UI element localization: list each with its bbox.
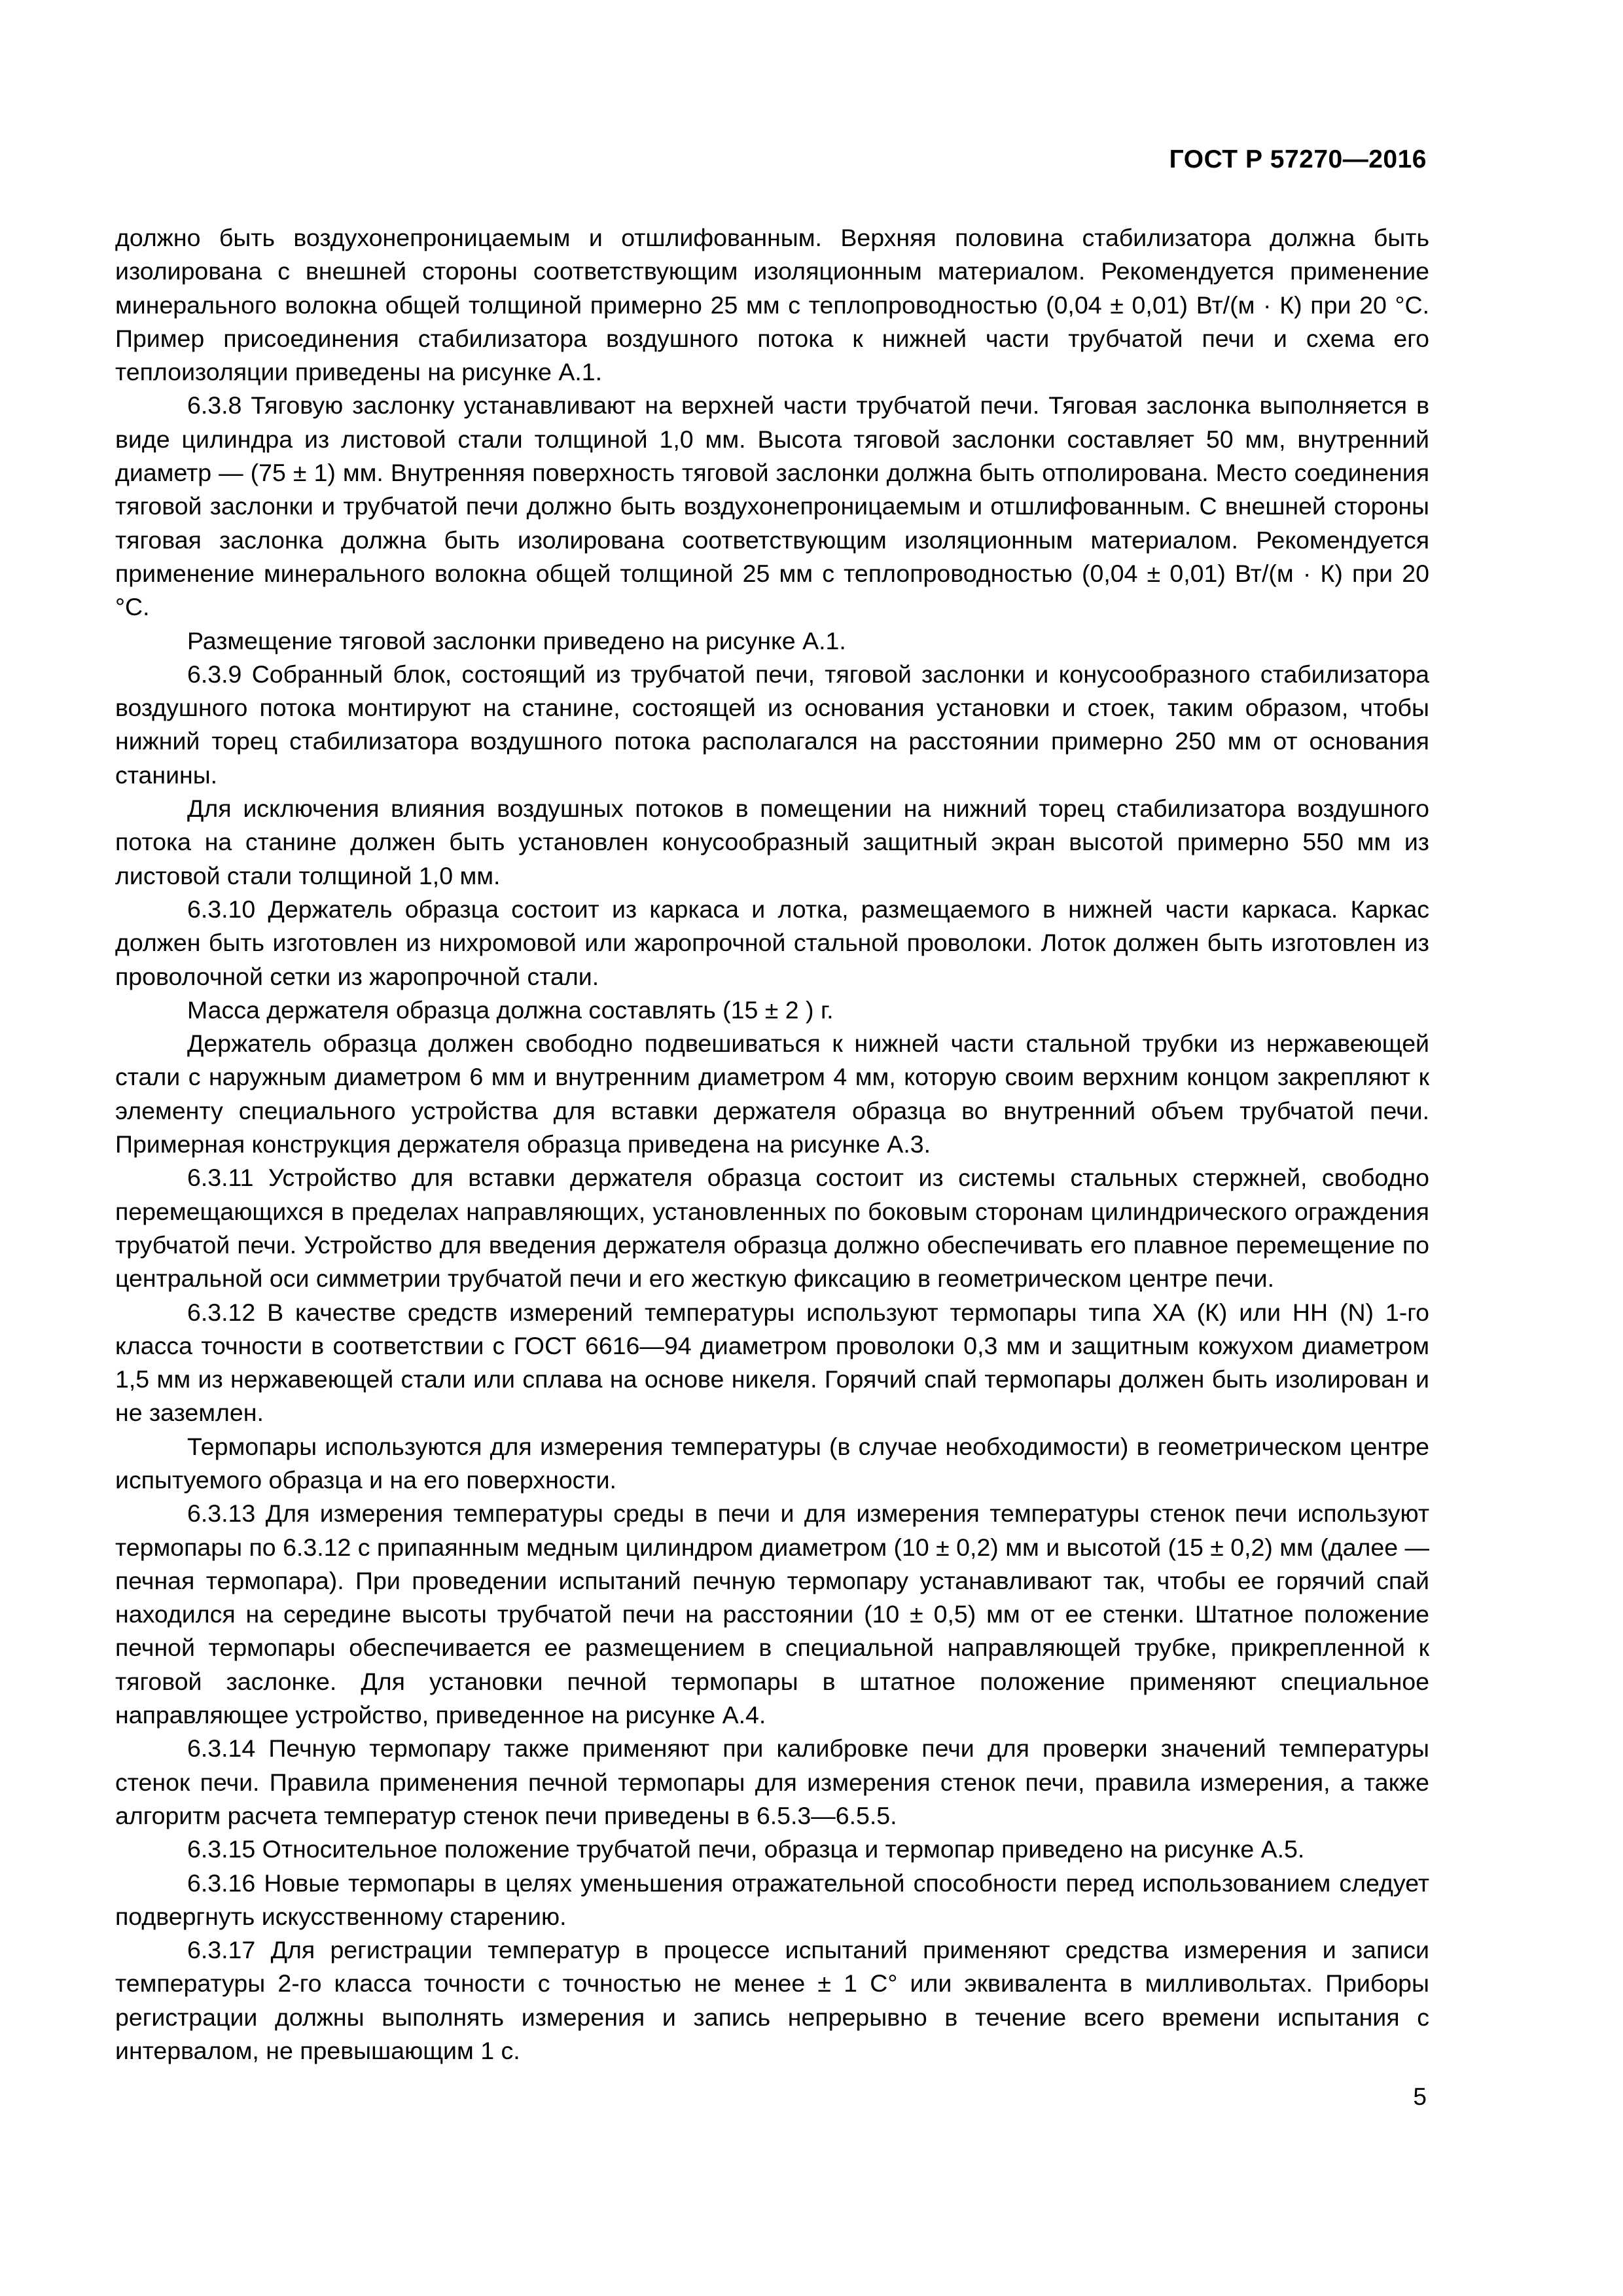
page-number: 5 [1413, 2083, 1427, 2110]
paragraph-continuation: должно быть воздухонепроницаемым и отшлифованным. Верхняя половина стабилизатора должна быть изолирована с внешней стороны соответствующим изоляционным материалом. Рекомендуется применение минерального волокна общей толщиной примерно 25 мм с теплопроводностью (0,04 ± 0,01) Вт/(м · К) при 20 °С. Пример присоединения стабилизатора воздушного потока к нижней части трубчатой печи и схема его теплоизоляции приведены на рисунке А.1. [115, 224, 1429, 386]
paragraph-6-3-16: 6.3.16 Новые термопары в целях уменьшения отражательной способности перед использованием следует подвергнуть искусственному старению. [115, 1869, 1429, 1930]
paragraph-protective-screen: Для исключения влияния воздушных потоков в помещении на нижний торец стабилизатора воздушного потока на станине должен быть установлен конусообразный защитный экран высотой примерно 550 мм из листовой стали толщиной 1,0 мм. [115, 795, 1429, 889]
paragraph-thermocouples-usage: Термопары используются для измерения температуры (в случае необходимости) в геометрическом центре испытуемого образца и на его поверхности. [115, 1432, 1429, 1494]
paragraph-6-3-17: 6.3.17 Для регистрации температур в процессе испытаний применяют средства измерения и записи температуры 2-го класса точности с точностью не менее ± 1 С° или эквивалента в милливольтах. Приборы регистрации должны выполнять измерения и запись непрерывно в течение всего времени испытания с интервалом, не превышающим 1 с. [115, 1936, 1429, 2065]
paragraph-holder-mass: Масса держателя образца должна составлять (15 ± 2 ) г. [187, 996, 834, 1024]
paragraph-6-3-13: 6.3.13 Для измерения температуры среды в печи и для измерения температуры стенок печи используют термопары по 6.3.12 с припаянным медным цилиндром диаметром (10 ± 0,2) мм и высотой (15 ± 0,2) мм (далее — печная термопара). При проведении испытаний печную термопару устанавливают так, чтобы ее горячий спай находился на середине высоты трубчатой печи на расстоянии (10 ± 0,5) мм от ее стенки. Штатное положение печной термопары обеспечивается ее размещением в специальной направляющей трубке, прикрепленной к тяговой заслонке. Для установки печной термопары в штатное положение применяют специальное направляющее устройство, приведенное на рисунке А.4. [115, 1499, 1429, 1729]
paragraph-6-3-11: 6.3.11 Устройство для вставки держателя образца состоит из системы стальных стержней, свободно перемещающихся в пределах направляющих, установленных по боковым сторонам цилиндрического ограждения трубчатой печи. Устройство для введения держателя образца должно обеспечивать его плавное перемещение по центральной оси симметрии трубчатой печи и его жесткую фиксацию в геометрическом центре печи. [115, 1164, 1429, 1293]
paragraph-6-3-12: 6.3.12 В качестве средств измерений температуры используют термопары типа ХА (К) или НН (N) 1-го класса точности в соответствии с ГОСТ 6616—94 диаметром проволоки 0,3 мм и защитным кожухом диаметром 1,5 мм из нержавеющей стали или сплава на основе никеля. Горячий спай термопары должен быть изолирован и не заземлен. [115, 1298, 1429, 1427]
document-body [115, 221, 1429, 2068]
paragraph-6-3-15: 6.3.15 Относительное положение трубчатой печи, образца и термопар приведено на рисунке А.5. [187, 1835, 1305, 1863]
paragraph-6-3-9: 6.3.9 Собранный блок, состоящий из трубчатой печи, тяговой заслонки и конусообразного стабилизатора воздушного потока монтируют на станине, состоящей из основания установки и стоек, таким образом, чтобы нижний торец стабилизатора воздушного потока располагался на расстоянии примерно 250 мм от основания станины. [115, 660, 1429, 789]
paragraph-6-3-8: 6.3.8 Тяговую заслонку устанавливают на верхней части трубчатой печи. Тяговая заслонка выполняется в виде цилиндра из листовой стали толщиной 1,0 мм. Высота тяговой заслонки составляет 50 мм, внутренний диаметр — (75 ± 1) мм. Внутренняя поверхность тяговой заслонки должна быть отполирована. Место соединения тяговой заслонки и трубчатой печи должно быть воздухонепроницаемым и отшлифованным. С внешней стороны тяговая заслонка должна быть изолирована соответствующим изоляционным материалом. Рекомендуется применение минерального волокна общей толщиной 25 мм с теплопроводностью (0,04 ± 0,01) Вт/(м · К) при 20 °С. [115, 391, 1429, 621]
paragraph-6-3-10: 6.3.10 Держатель образца состоит из каркаса и лотка, размещаемого в нижней части каркаса. Каркас должен быть изготовлен из нихромовой или жаропрочной стальной проволоки. Лоток должен быть изготовлен из проволочной сетки из жаропрочной стали. [115, 895, 1429, 990]
paragraph-draft-damper-placement: Размещение тяговой заслонки приведено на рисунке А.1. [187, 626, 846, 655]
standard-designation: ГОСТ Р 57270—2016 [1169, 145, 1427, 173]
paragraph-6-3-14: 6.3.14 Печную термопару также применяют при калибровке печи для проверки значений температуры стенок печи. Правила применения печной термопары для измерения стенок печи, правила измерения, а также алгоритм расчета температур стенок печи приведены в 6.5.3—6.5.5. [115, 1734, 1429, 1829]
paragraph-holder-suspension: Держатель образца должен свободно подвешиваться к нижней части стальной трубки из нержавеющей стали с наружным диаметром 6 мм и внутренним диаметром 4 мм, которую своим верхним концом закрепляют к элементу специального устройства для вставки держателя образца во внутренний объем трубчатой печи. Примерная конструкция держателя образца приведена на рисунке А.3. [115, 1030, 1429, 1158]
